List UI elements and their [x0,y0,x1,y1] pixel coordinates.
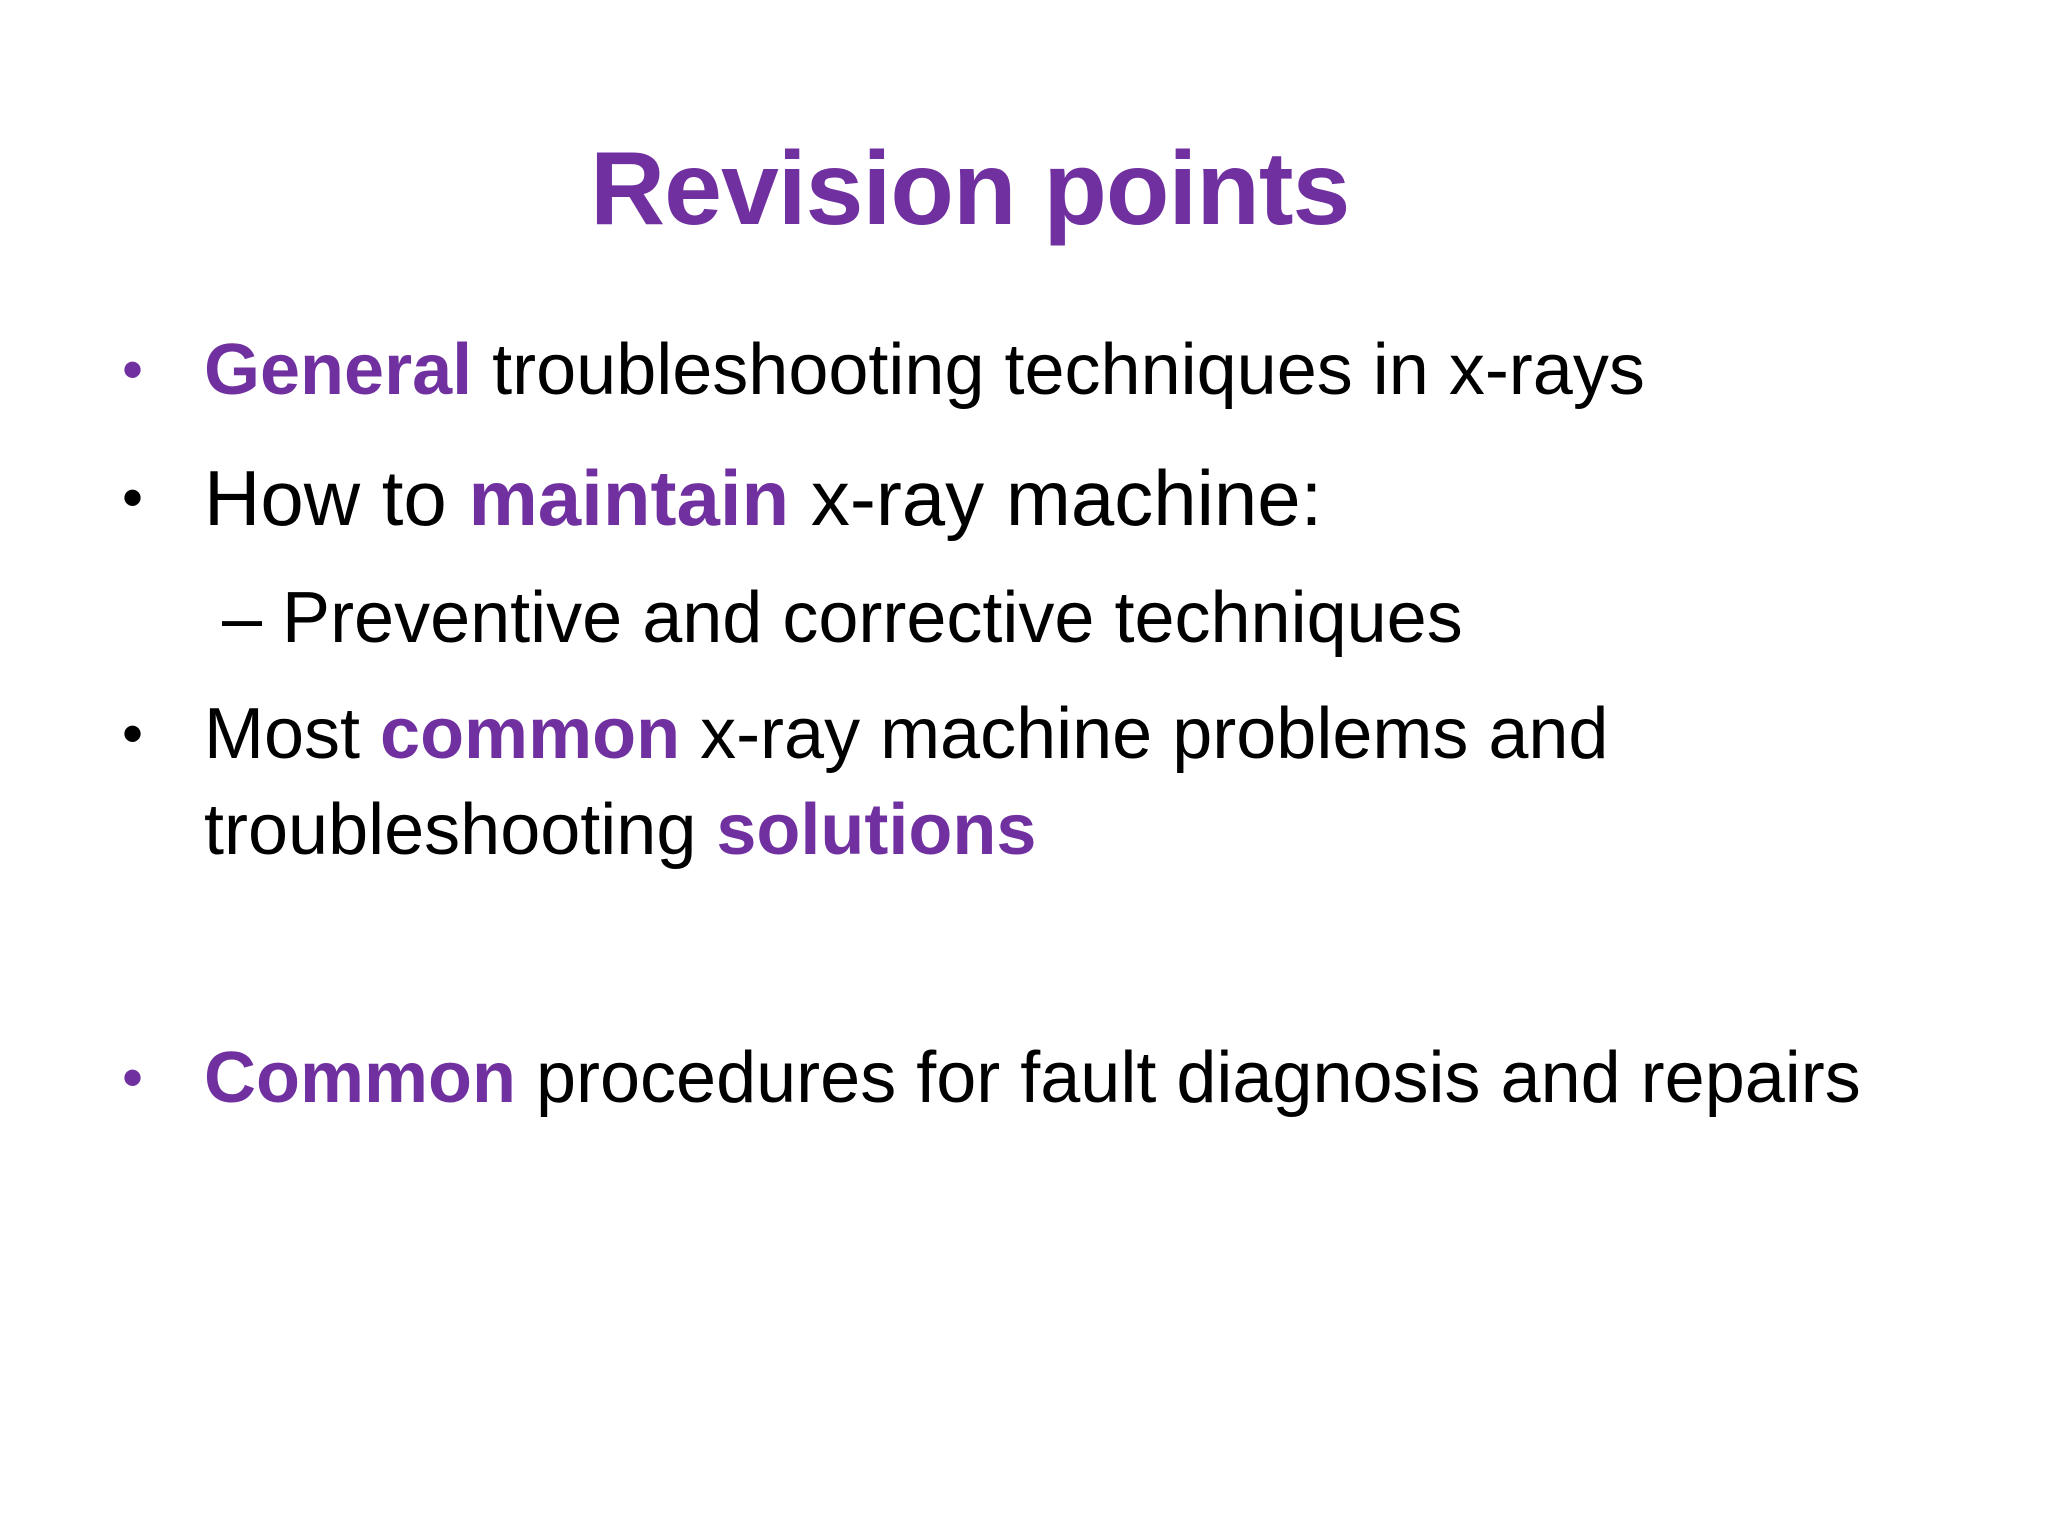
bullet-rest: troubleshooting techniques in x-rays [472,330,1645,410]
highlight-word: solutions [716,790,1037,870]
bullet-rest: procedures for fault diagnosis and repairs [515,1038,1861,1118]
bullet-pre: troubleshooting [204,790,717,870]
bullet-text [204,1030,1861,1126]
highlight-word: Common [204,1038,516,1118]
bullet-text [204,686,1608,782]
sub-bullet-preventive-corrective: – Preventive and corrective techniques [222,578,1463,658]
bullet-text [204,450,1322,546]
highlight-word: General [204,330,473,410]
bullet-icon: • [122,700,144,767]
highlight-word: common [380,694,681,774]
bullet-rest: x-ray machine: [789,454,1323,542]
bullet-icon: • [122,1044,144,1111]
bullet-pre: How to [204,454,469,542]
bullet-icon: • [122,464,144,531]
bullet-icon: • [122,336,144,403]
bullet-common-problems-line2 [204,782,1036,878]
bullet-rest: x-ray machine problems and [680,694,1609,774]
slide-title: Revision points [590,131,1350,247]
bullet-pre: Most [204,694,381,774]
bullet-text [204,322,1645,418]
highlight-word: maintain [468,454,790,542]
